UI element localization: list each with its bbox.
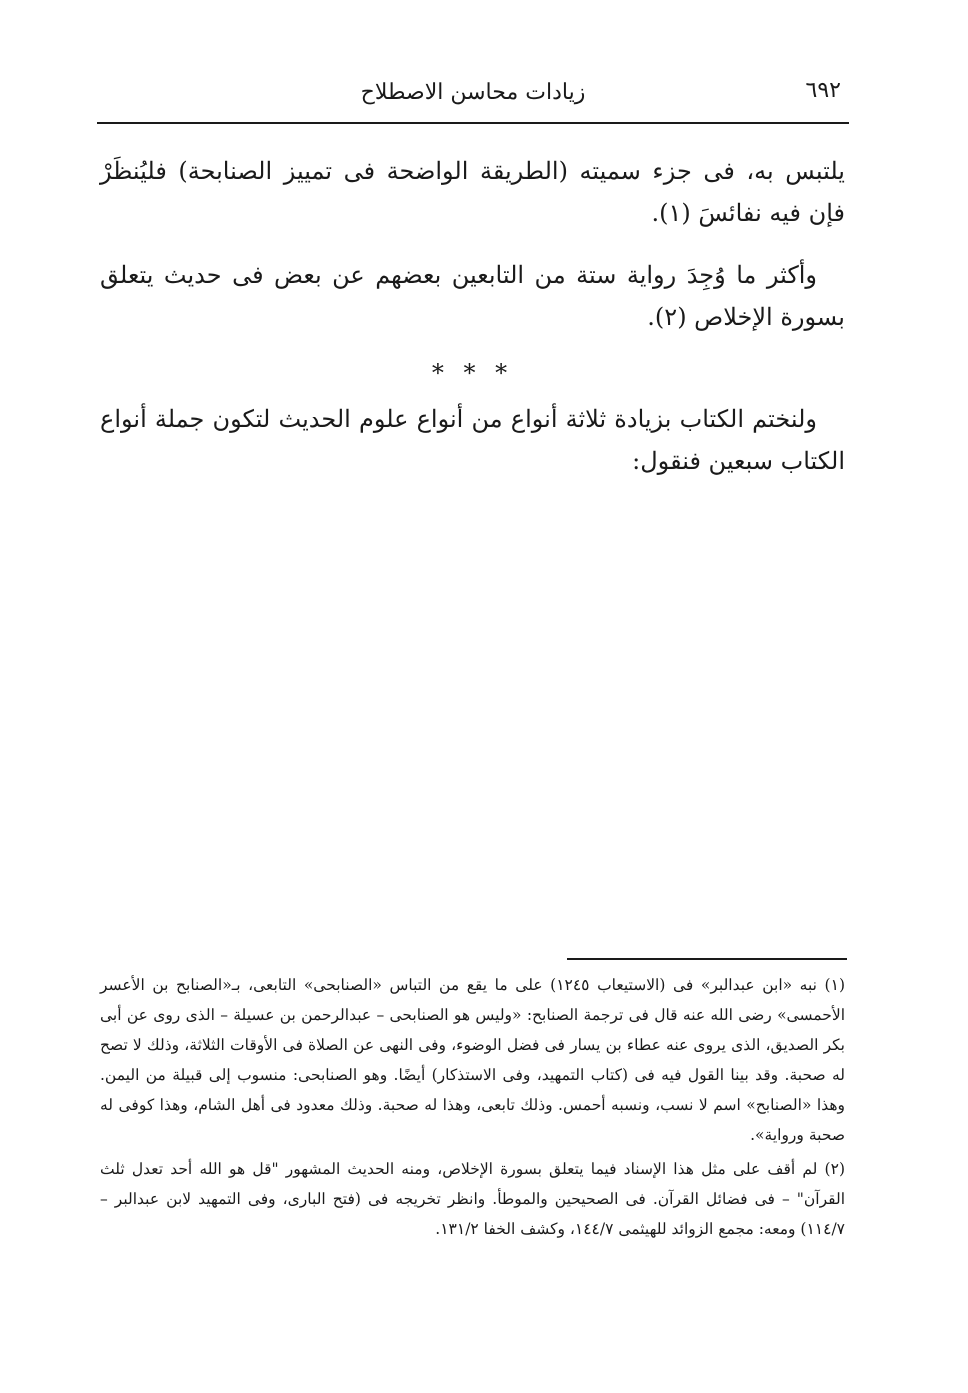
- paragraph-1: يلتبس به، فى جزء سميته (الطريقة الواضحة فى تمييز الصنابحة) فليُنظَرْ فإن فيه نفائسَ (١).: [100, 157, 845, 227]
- main-text: [100, 150, 845, 502]
- footnote-1: (١) نبه «ابن عبدالبر» فى (الاستيعاب ١٢٤٥) على ما يقع من التباس «الصنابحى» التابعى، بـ«الصنابح بن الأعسر الأحمسى» رضى الله عنه قال فى ترجمة الصنابح: «وليس هو الصنابحى – عبدالرحمن بن عسيلة – الذى روى عن أبى بكر الصديق، الذى يروى عنه عطاء بن يسار فى فضل الوضوء، وفى النهى عن الصلاة فى الأوقات الثلاثة، وذلك لا تصح له صحبة. وقد بينا القول فيه فى (كتاب التمهيد، وفى الاستذكار) أيضًا. وهو الصنابحى: منسوب إلى قبيلة من اليمن. وهذا «الصنابح» اسم لا نسب، ونسبه أحمس. وذلك تابعى، وهذا له صحبة. وذلك معدود فى أهل الشام، وهذا كوفى له صحبة ورواية».: [100, 976, 845, 1144]
- paragraph-2: وأكثر ما وُجِدَ رواية ستة من التابعين بعضهم عن بعض فى حديث يتعلق بسورة الإخلاص (٢).: [100, 261, 845, 331]
- footnote-2: (٢) لم أقف على مثل هذا الإسناد فيما يتعلق بسورة الإخلاص، ومنه الحديث المشهور "قل هو الله أحد تعدل ثلث القرآن" – فى فضائل القرآن. فى الصحيحين والموطأ. وانظر تخريجه فى (فتح البارى، وفى التمهيد لابن عبدالبر – ١١٤/٧) ومعه: مجمع الزوائد للهيثمى ١٤٤/٧، وكشف الخفا ١٣١/٢.: [100, 1160, 845, 1238]
- section-separator: * * *: [431, 359, 514, 387]
- footnote-rule: [567, 958, 847, 960]
- paragraph-3: ولنختم الكتاب بزيادة ثلاثة أنواع من أنواع علوم الحديث لتكون جملة أنواع الكتاب سبعين فنقول:: [100, 405, 845, 475]
- page-header: [97, 72, 849, 124]
- page-number: ٦٩٢: [805, 78, 841, 103]
- footnotes: [100, 970, 845, 1244]
- running-title: زيادات محاسن الاصطلاح: [360, 80, 586, 105]
